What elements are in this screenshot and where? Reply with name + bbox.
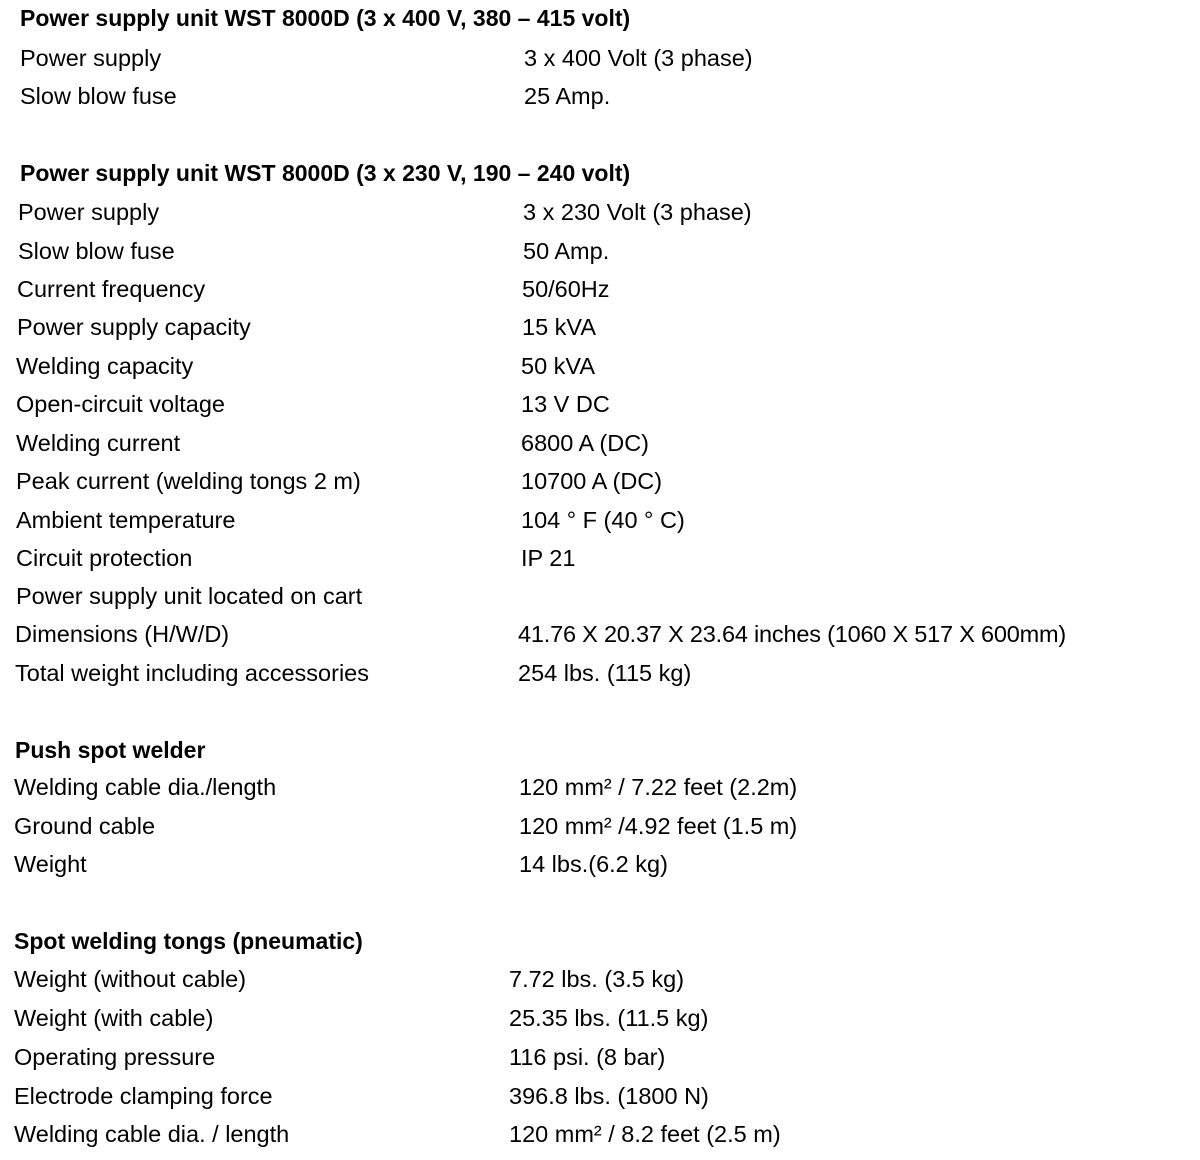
spec-value: 10700 A (DC) xyxy=(521,468,663,494)
spec-value: 15 kVA xyxy=(522,314,597,340)
spec-label: Power supply unit located on cart xyxy=(16,583,363,609)
spec-value: 50 kVA xyxy=(521,353,596,379)
spec-label: Power supply xyxy=(20,45,162,71)
spec-label: Electrode clamping force xyxy=(14,1083,273,1109)
spec-label: Ground cable xyxy=(14,813,156,839)
spec-label: Weight (with cable) xyxy=(14,1005,214,1031)
spec-value: 13 V DC xyxy=(521,391,610,417)
spec-label: Total weight including accessories xyxy=(15,660,369,686)
spec-label: Welding capacity xyxy=(16,353,194,379)
spec-value: 50 Amp. xyxy=(523,238,610,264)
spec-value: 25 Amp. xyxy=(524,83,611,109)
spec-value: 120 mm² / 7.22 feet (2.2m) xyxy=(519,774,798,800)
spec-value: 396.8 lbs. (1800 N) xyxy=(509,1083,709,1109)
spec-label: Welding cable dia. / length xyxy=(14,1121,290,1147)
spec-value: 254 lbs. (115 kg) xyxy=(518,660,692,686)
spec-label: Dimensions (H/W/D) xyxy=(15,621,230,647)
spec-value: 104 ° F (40 ° C) xyxy=(521,507,685,533)
spec-value: 7.72 lbs. (3.5 kg) xyxy=(509,966,685,992)
spec-label: Weight xyxy=(14,851,87,877)
spec-label: Slow blow fuse xyxy=(20,83,177,109)
spec-label: Power supply capacity xyxy=(17,314,251,340)
spec-value: 14 lbs.(6.2 kg) xyxy=(519,851,668,877)
spec-label: Weight (without cable) xyxy=(14,966,247,992)
spec-label: Welding current xyxy=(16,430,181,456)
spec-value: 3 x 400 Volt (3 phase) xyxy=(524,45,753,71)
section-title-230v: Power supply unit WST 8000D (3 x 230 V, 190 – 240 volt) xyxy=(20,160,631,186)
spec-label: Power supply xyxy=(18,199,160,225)
spec-label: Slow blow fuse xyxy=(18,238,175,264)
spec-label: Operating pressure xyxy=(14,1044,216,1070)
spec-label: Ambient temperature xyxy=(16,507,236,533)
spec-value: 3 x 230 Volt (3 phase) xyxy=(523,199,752,225)
spec-label: Open-circuit voltage xyxy=(16,391,225,417)
spec-value: 6800 A (DC) xyxy=(521,430,650,456)
spec-value: IP 21 xyxy=(521,545,576,571)
spec-label: Circuit protection xyxy=(16,545,193,571)
spec-value: 120 mm² /4.92 feet (1.5 m) xyxy=(519,813,798,839)
section-title-400v: Power supply unit WST 8000D (3 x 400 V, 380 – 415 volt) xyxy=(20,5,631,31)
spec-label: Welding cable dia./length xyxy=(14,774,277,800)
section-title-push-spot-welder: Push spot welder xyxy=(15,737,206,763)
spec-value: 116 psi. (8 bar) xyxy=(509,1044,666,1070)
spec-label: Current frequency xyxy=(17,276,206,302)
spec-label: Peak current (welding tongs 2 m) xyxy=(16,468,361,494)
spec-value: 50/60Hz xyxy=(522,276,610,302)
spec-value: 41.76 X 20.37 X 23.64 inches (1060 X 517 X 600mm) xyxy=(518,621,1067,647)
spec-value: 120 mm² / 8.2 feet (2.5 m) xyxy=(509,1121,781,1147)
section-title-spot-welding-tongs: Spot welding tongs (pneumatic) xyxy=(14,928,363,954)
spec-value: 25.35 lbs. (11.5 kg) xyxy=(509,1005,709,1031)
